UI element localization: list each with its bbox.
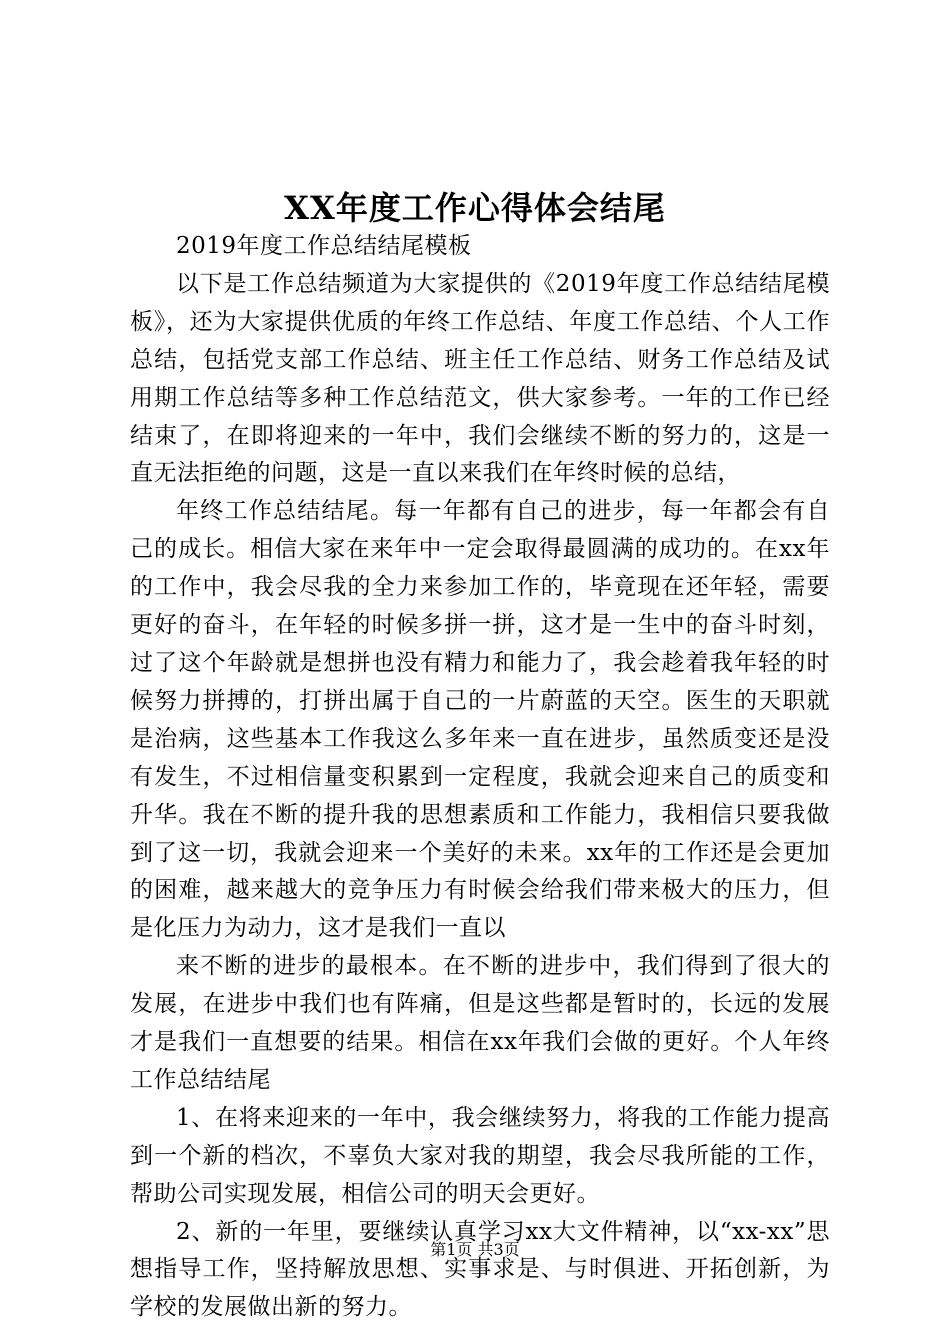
document-body	[130, 228, 830, 1327]
paragraph: 2、新的一年里，要继续认真学习xx大文件精神，以“xx-xx”思想指导工作，坚持解放思想、实事求是、与时俱进、开拓创新，为学校的发展做出新的努力。	[130, 1218, 830, 1321]
page-number-footer: 第1页 共3页	[430, 1240, 520, 1259]
paragraph: 1、在将来迎来的一年中，我会继续努力，将我的工作能力提高到一个新的档次，不辜负大家对我的期望，我会尽我所能的工作，帮助公司实现发展，相信公司的明天会更好。	[130, 1104, 830, 1207]
paragraph: 以下是工作总结频道为大家提供的《2019年度工作总结结尾模板》，还为大家提供优质的年终工作总结、年度工作总结、个人工作总结，包括党支部工作总结、班主任工作总结、财务工作总结及试用期工作总结等多种工作总结范文，供大家参考。一年的工作已经结束了，在即将迎来的一年中，我们会继续不断的努力的，这是一直无法拒绝的问题，这是一直以来我们在年终时候的总结，	[130, 270, 830, 487]
document-title: XX年度工作心得体会结尾	[284, 189, 666, 227]
paragraph: 来不断的进步的最根本。在不断的进步中，我们得到了很大的发展，在进步中我们也有阵痛，但是这些都是暂时的，长远的发展才是我们一直想要的结果。相信在xx年我们会做的更好。个人年终工作总结结尾	[130, 953, 830, 1093]
paragraph: 年终工作总结结尾。每一年都有自己的进步，每一年都会有自己的成长。相信大家在来年中一定会取得最圆满的成功的。在xx年的工作中，我会尽我的全力来参加工作的，毕竟现在还年轻，需要更好的奋斗，在年轻的时候多拼一拼，这才是一生中的奋斗时刻，过了这个年龄就是想拼也没有精力和能力了，我会趁着我年轻的时候努力拼搏的，打拼出属于自己的一片蔚蓝的天空。医生的天职就是治病，这些基本工作我这么多年来一直在进步，虽然质变还是没有发生，不过相信量变积累到一定程度，我就会迎来自己的质变和升华。我在不断的提升我的思想素质和工作能力，我相信只要我做到了这一切，我就会迎来一个美好的未来。xx年的工作还是会更加的困难，越来越大的竞争压力有时候会给我们带来极大的压力，但是化压力为动力，这才是我们一直以	[130, 498, 830, 942]
paragraph-subtitle: 2019年度工作总结结尾模板	[176, 233, 472, 259]
